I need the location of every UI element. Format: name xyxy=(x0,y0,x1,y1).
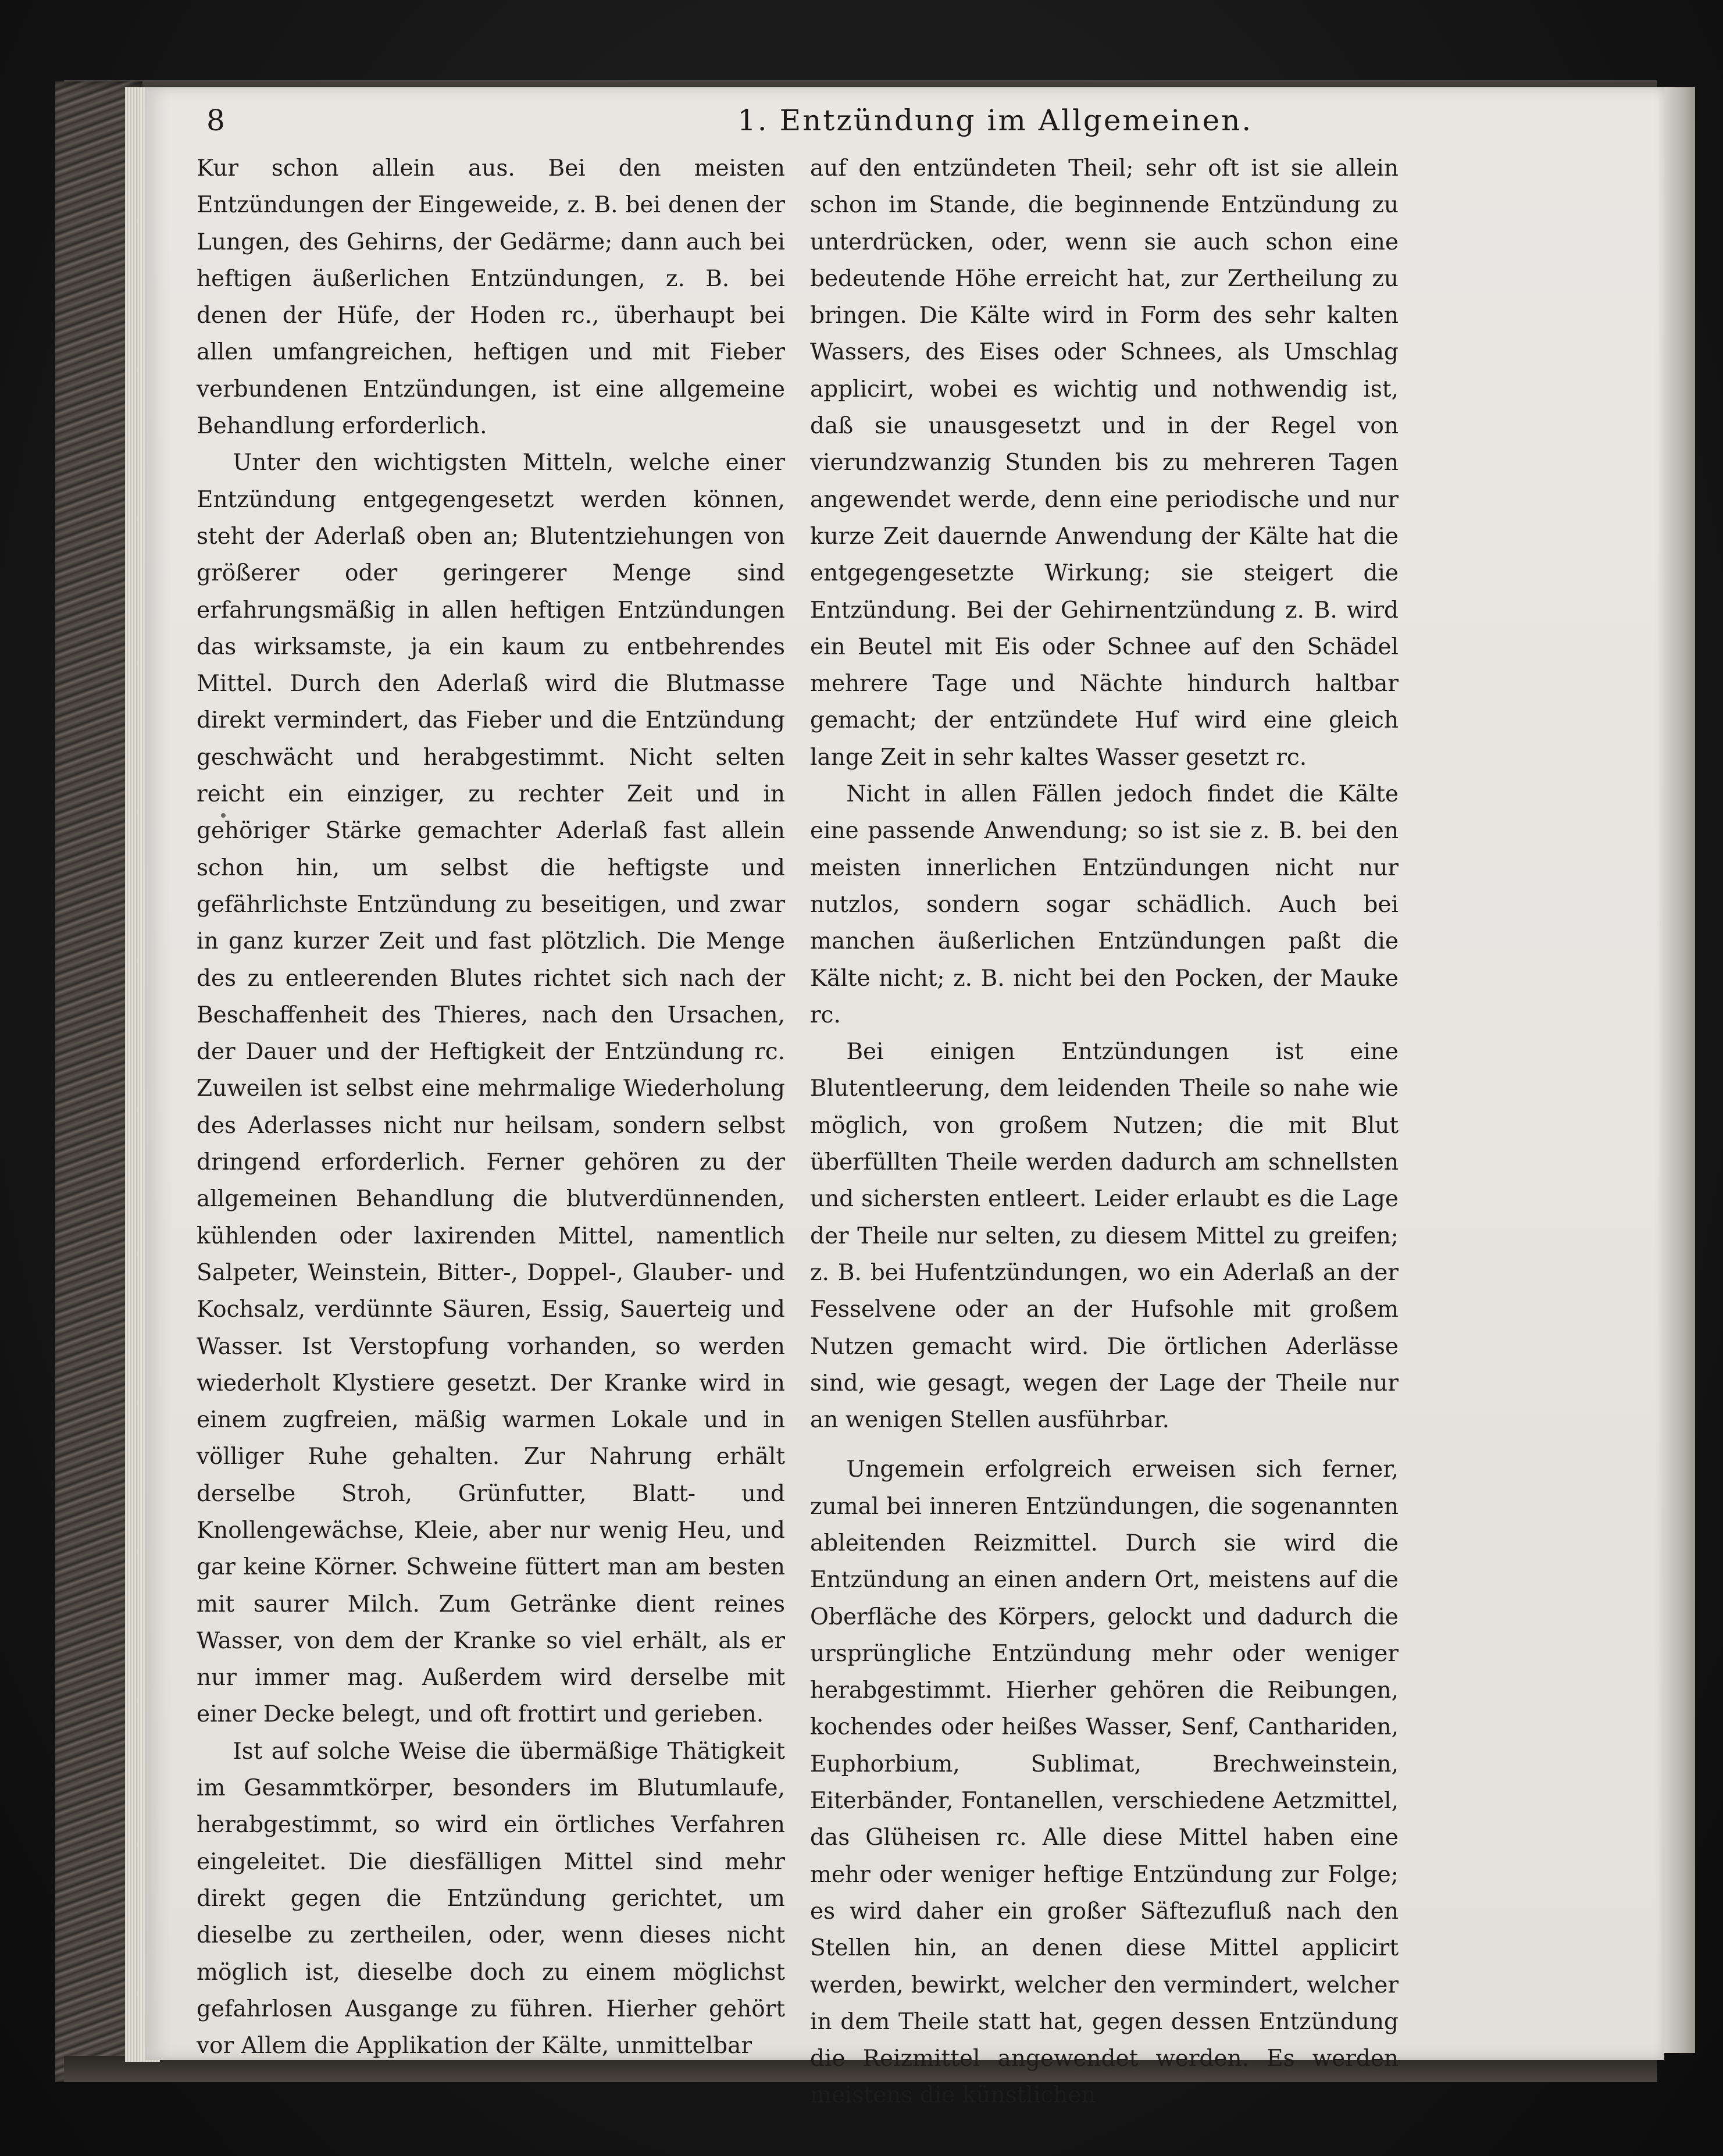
paragraph: Unter den wichtigsten Mitteln, welche einer Entzündung entgegengesetzt werden können, steht der Aderlaß oben an; Blutentziehungen von größerer oder geringerer Menge sind erfahrungsmäßig in allen heftigen Entzündungen das wirksamste, ja ein kaum zu entbehrendes Mittel. Durch den Aderlaß wird die Blutmasse direkt vermindert, das Fieber und die Entzündung geschwächt und herabgestimmt. Nicht selten reicht ein einziger, zu rechter Zeit und in gehöriger Stärke gemachter Aderlaß fast allein schon hin, um selbst die heftigste und gefährlichste Entzündung zu beseitigen, und zwar in ganz kurzer Zeit und fast plötzlich. Die Menge des zu entleerenden Blutes richtet sich nach der Beschaffenheit des Thieres, nach den Ursachen, der Dauer und der Heftigkeit der Entzündung rc. Zuweilen ist selbst eine mehrmalige Wiederholung des Aderlasses nicht nur heilsam, sondern selbst dringend erforderlich. Ferner gehören zu der allgemeinen Behandlung die blutverdünnenden, kühlenden oder laxirenden Mittel, namentlich Salpeter, Weinstein, Bitter-, Doppel-, Glauber- und Kochsalz, verdünnte Säuren, Essig, Sauerteig und Wasser. Ist Verstopfung vorhanden, so werden wiederholt Klystiere gesetzt. Der Kranke wird in einem zugfreien, mäßig warmen Lokale und in völliger Ruhe gehalten. Zur Nahrung erhält derselbe Stroh, Grünfutter, Blatt- und Knollengewächse, Kleie, aber nur wenig Heu, und gar keine Körner. Schweine füttert man am besten mit saurer Milch. Zum Getränke dient reines Wasser, von dem der Kranke so viel erhält, als er nur immer mag. Außerdem wird derselbe mit einer Decke belegt, und oft frottirt und gerieben. xyxy=(197,450,785,1728)
left-text-column xyxy=(197,150,785,2064)
paragraph: Ist auf solche Weise die übermäßige Thätigkeit im Gesammtkörper, besonders im Blutumlaufe, herabgestimmt, so wird ein örtliches Verfahren eingeleitet. Die diesfälligen Mittel sind mehr direkt gegen die Entzündung gerichtet, um dieselbe zu zertheilen, oder, wenn dieses nicht möglich ist, dieselbe doch zu einem möglichst gefahrlosen Ausgange zu führen. Hierher gehört vor Allem die Applikation der Kälte, unmittelbar xyxy=(197,1738,785,2059)
paper-speck xyxy=(221,813,226,818)
paragraph: Bei einigen Entzündungen ist eine Blutentleerung, dem leidenden Theile so nahe wie möglich, von großem Nutzen; die mit Blut überfüllten Theile werden dadurch am schnellsten und sichersten entleert. Leider erlaubt es die Lage der Theile nur selten, zu diesem Mittel zu greifen; z. B. bei Hufentzündungen, wo ein Aderlaß an der Fesselvene oder an der Hufsohle mit großem Nutzen gemacht wird. Die örtlichen Aderlässe sind, wie gesagt, wegen der Lage der Theile nur an wenigen Stellen ausführbar. xyxy=(810,1039,1399,1434)
facing-page-edge xyxy=(1663,87,1695,2053)
paragraph: Nicht in allen Fällen jedoch findet die Kälte eine passende Anwendung; so ist sie z. B. bei den meisten innerlichen Entzündungen nicht nur nutzlos, sondern sogar schädlich. Auch bei manchen äußerlichen Entzündungen paßt die Kälte nicht; z. B. nicht bei den Pocken, der Mauke rc. xyxy=(810,781,1399,1028)
paragraph: auf den entzündeten Theil; sehr oft ist sie allein schon im Stande, die beginnende Entzündung zu unterdrücken, oder, wenn sie auch schon eine bedeutende Höhe erreicht hat, zur Zertheilung zu bringen. Die Kälte wird in Form des sehr kalten Wassers, des Eises oder Schnees, als Umschlag applicirt, wobei es wichtig und nothwendig ist, daß sie unausgesetzt und in der Regel von vierundzwanzig Stunden bis zu mehreren Tagen angewendet werde, denn eine periodische und nur kurze Zeit dauernde Anwendung der Kälte hat die entgegengesetzte Wirkung; sie steigert die Entzündung. Bei der Gehirnentzündung z. B. wird ein Beutel mit Eis oder Schnee auf den Schädel mehrere Tage und Nächte hindurch haltbar gemacht; der entzündete Huf wird eine gleich lange Zeit in sehr kaltes Wasser gesetzt rc. xyxy=(810,155,1399,771)
paragraph: Ungemein erfolgreich erweisen sich ferner, zumal bei inneren Entzündungen, die sogenannten ableitenden Reizmittel. Durch sie wird die Entzündung an einen andern Ort, meistens auf die Oberfläche des Körpers, gelockt und dadurch die ursprüngliche Entzündung mehr oder weniger herabgestimmt. Hierher gehören die Reibungen, kochendes oder heißes Wasser, Senf, Canthariden, Euphorbium, Sublimat, Brechweinstein, Eiterbänder, Fontanellen, verschiedene Aetzmittel, das Glüheisen rc. Alle diese Mittel haben eine mehr oder weniger heftige Entzündung zur Folge; es wird daher ein großer Säftezufluß nach den Stellen hin, an denen diese Mittel applicirt werden, bewirkt, welcher den vermindert, welcher in dem Theile statt hat, gegen dessen Entzündung die Reizmittel angewendet werden. Es werden meistens die künstlichen xyxy=(810,1456,1399,2109)
paragraph: Kur schon allein aus. Bei den meisten Entzündungen der Eingeweide, z. B. bei denen der Lungen, des Gehirns, der Gedärme; dann auch bei heftigen äußerlichen Entzündungen, z. B. bei denen der Hüfe, der Hoden rc., überhaupt bei allen umfangreichen, heftigen und mit Fieber verbundenen Entzündungen, ist eine allgemeine Behandlung erforderlich. xyxy=(197,155,785,440)
page-number: 8 xyxy=(206,104,227,137)
running-title: 1. Entzündung im Allgemeinen. xyxy=(737,104,1253,137)
right-text-column xyxy=(810,150,1399,2114)
